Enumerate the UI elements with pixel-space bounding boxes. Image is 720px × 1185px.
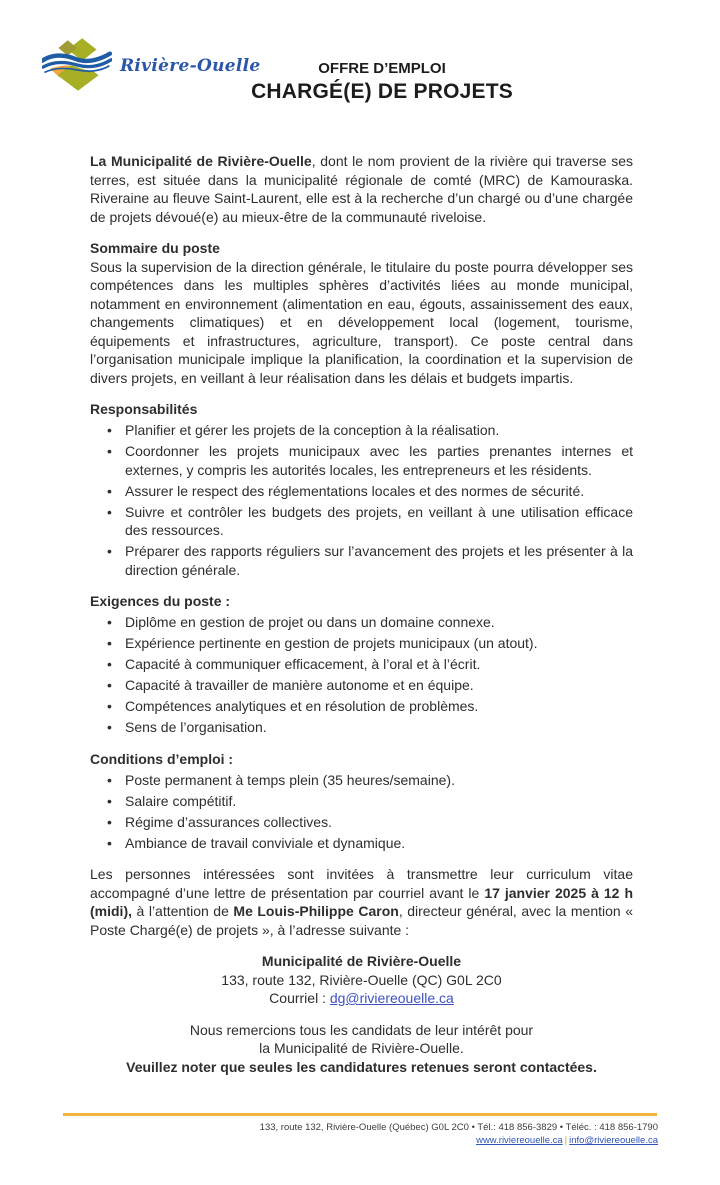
section-conditions: [90, 750, 633, 853]
bullet-item: • Préparer des rapports réguliers sur l’avancement des projets et les présenter à la direction générale.: [90, 542, 633, 579]
bullet-item: • Sens de l’organisation.: [90, 718, 633, 737]
address-street: 133, route 132, Rivière-Ouelle (QC) G0L 2C0: [221, 971, 502, 988]
section-exigences: [90, 592, 633, 737]
footer-website-link[interactable]: www.riviereouelle.ca: [476, 1135, 563, 1146]
footer-links-line: [64, 1134, 658, 1147]
bullet-item: • Expérience pertinente en gestion de projets municipaux (un atout).: [90, 634, 633, 653]
footer-separator: |: [564, 1135, 568, 1146]
thanks-block: [90, 1021, 633, 1077]
section-heading: Sommaire du poste: [90, 240, 220, 256]
sections: [90, 239, 633, 852]
document-body: [90, 152, 633, 1076]
address-block: [90, 952, 633, 1008]
footer-email-link[interactable]: info@riviereouelle.ca: [569, 1135, 658, 1146]
bullet-item: • Poste permanent à temps plein (35 heures/semaine).: [90, 771, 633, 790]
header-eyebrow: OFFRE D’EMPLOI: [318, 60, 446, 77]
bullet-item: • Compétences analytiques et en résolution de problèmes.: [90, 697, 633, 716]
bullet-item: • Capacité à communiquer efficacement, à l’oral et à l’écrit.: [90, 655, 633, 674]
bullet-item: • Suivre et contrôler les budgets des projets, en veillant à une utilisation efficace des ressources.: [90, 503, 633, 540]
section-sommaire: [90, 239, 633, 387]
bullet-item: • Régime d’assurances collectives.: [90, 813, 633, 832]
footer-rule: [63, 1113, 657, 1116]
bullet-list: [90, 613, 633, 737]
closing-paragraph: Les personnes intéressées sont invitées à transmettre leur curriculum vitae accompagné d’une lettre de présentation par courriel avant le 17 janvier 2025 à 12 h (midi), à l’attention de Me Louis-Philippe Caron, directeur général, avec la mention « Poste Chargé(e) de projets », à l’adresse suivante :: [90, 866, 633, 938]
address-email-line: [90, 989, 633, 1008]
intro-paragraph: La Municipalité de Rivière-Ouelle, dont le nom provient de la rivière qui traverse ses terres, est située dans la municipalité régionale de comté (MRC) de Kamouraska. Riveraine au fleuve Saint-Laurent, elle est à la recherche d’un chargé ou d’une chargée de projets dévoué(e) au mieux-être de la communauté riveloise.: [90, 153, 633, 225]
closing-section: [90, 865, 633, 939]
bullet-item: • Diplôme en gestion de projet ou dans un domaine connexe.: [90, 613, 633, 632]
address-name: Municipalité de Rivière-Ouelle: [261, 953, 462, 969]
bullet-list: [90, 771, 633, 853]
document-header: [0, 60, 720, 104]
bullet-item: • Coordonner les projets municipaux avec les parties prenantes internes et externes, y compris les autorités locales, les entrepreneurs et les résidents.: [90, 442, 633, 479]
note-line: Veuillez noter que seules les candidatures retenues seront contactées.: [126, 1058, 597, 1075]
section-paragraph: Sous la supervision de la direction générale, le titulaire du poste pourra développer ses compétences dans les multiples sphères d’activités liées au monde municipal, notamment en environnement (alimentation en eau, égouts, assainissement des eaux, changements climatiques) et en développement local (logement, tourisme, équipements et infrastructures, agriculture, transport). Ce poste central dans l’organisation municipale implique la planification, la coordination et la supervision de divers projets, en veillant à leur réalisation dans les délais et budgets impartis.: [90, 258, 633, 386]
page-title: CHARGÉ(E) DE PROJETS: [251, 80, 513, 103]
section-heading: Conditions d’emploi :: [90, 750, 234, 767]
footer: [64, 1121, 658, 1147]
bullet-item: • Capacité à travailler de manière autonome et en équipe.: [90, 676, 633, 695]
contact-email-link[interactable]: dg@riviereouelle.ca: [329, 990, 454, 1006]
section-heading: Responsabilités: [90, 401, 198, 417]
section-responsabilites: [90, 400, 633, 579]
email-label: Courriel :: [269, 990, 330, 1006]
bullet-item: • Ambiance de travail conviviale et dynamique.: [90, 834, 633, 853]
thanks-line: Nous remercions tous les candidats de leur intérêt pour: [189, 1021, 534, 1038]
footer-address-line: 133, route 132, Rivière-Ouelle (Québec) G0L 2C0 • Tél.: 418 856-3829 • Téléc. : 418 856-1790: [259, 1122, 658, 1133]
logo-wordmark: Rivière-Ouelle: [120, 56, 261, 76]
bullet-item: • Assurer le respect des réglementations locales et des normes de sécurité.: [90, 482, 633, 501]
bullet-item: • Planifier et gérer les projets de la conception à la réalisation.: [90, 421, 633, 440]
bullet-item: • Salaire compétitif.: [90, 792, 633, 811]
bullet-list: [90, 421, 633, 579]
thanks-line: la Municipalité de Rivière-Ouelle.: [259, 1040, 464, 1056]
section-heading: Exigences du poste :: [90, 593, 231, 609]
